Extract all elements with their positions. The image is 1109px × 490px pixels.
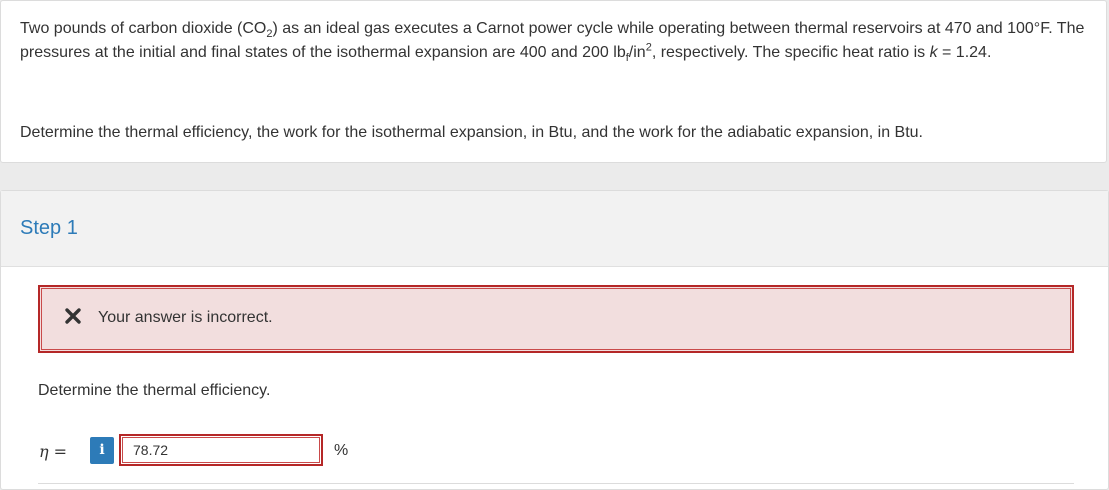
problem-text-part: , respectively. The specific heat ratio is <box>651 44 930 61</box>
step-header[interactable] <box>1 191 1108 267</box>
co2-subscript: 2 <box>266 28 273 41</box>
question-text: Determine the thermal efficiency. <box>38 382 271 399</box>
unit-label: % <box>334 442 349 459</box>
problem-text-part: = 1.24. <box>937 44 992 61</box>
lbf-subscript: f <box>625 52 629 65</box>
variable-label: η = <box>39 442 68 461</box>
problem-card <box>0 0 1107 163</box>
k-symbol: k <box>929 44 938 61</box>
step-title: Step 1 <box>20 217 78 239</box>
x-mark-icon <box>64 307 82 325</box>
info-icon[interactable]: i <box>90 437 114 464</box>
step-card <box>0 190 1109 490</box>
error-alert <box>38 285 1074 353</box>
problem-ask: Determine the thermal efficiency, the work for the isothermal expansion, in Btu, and the work for the adiabatic expansion, in Btu. <box>20 124 923 141</box>
problem-text-part: Two pounds of carbon dioxide (CO <box>20 20 267 37</box>
problem-text-part: ) as an ideal gas executes a Carnot power cycle while operating between thermal reservoirs at 470 and 100°F. The pressures at the initial and final states of the isothermal expansion are 400 and 200 lb <box>20 20 1085 61</box>
problem-statement <box>20 17 1090 65</box>
in2-superscript: 2 <box>645 41 652 54</box>
problem-text-part: /in <box>628 44 646 61</box>
answer-input[interactable] <box>119 434 323 466</box>
error-message: Your answer is incorrect. <box>98 309 273 326</box>
